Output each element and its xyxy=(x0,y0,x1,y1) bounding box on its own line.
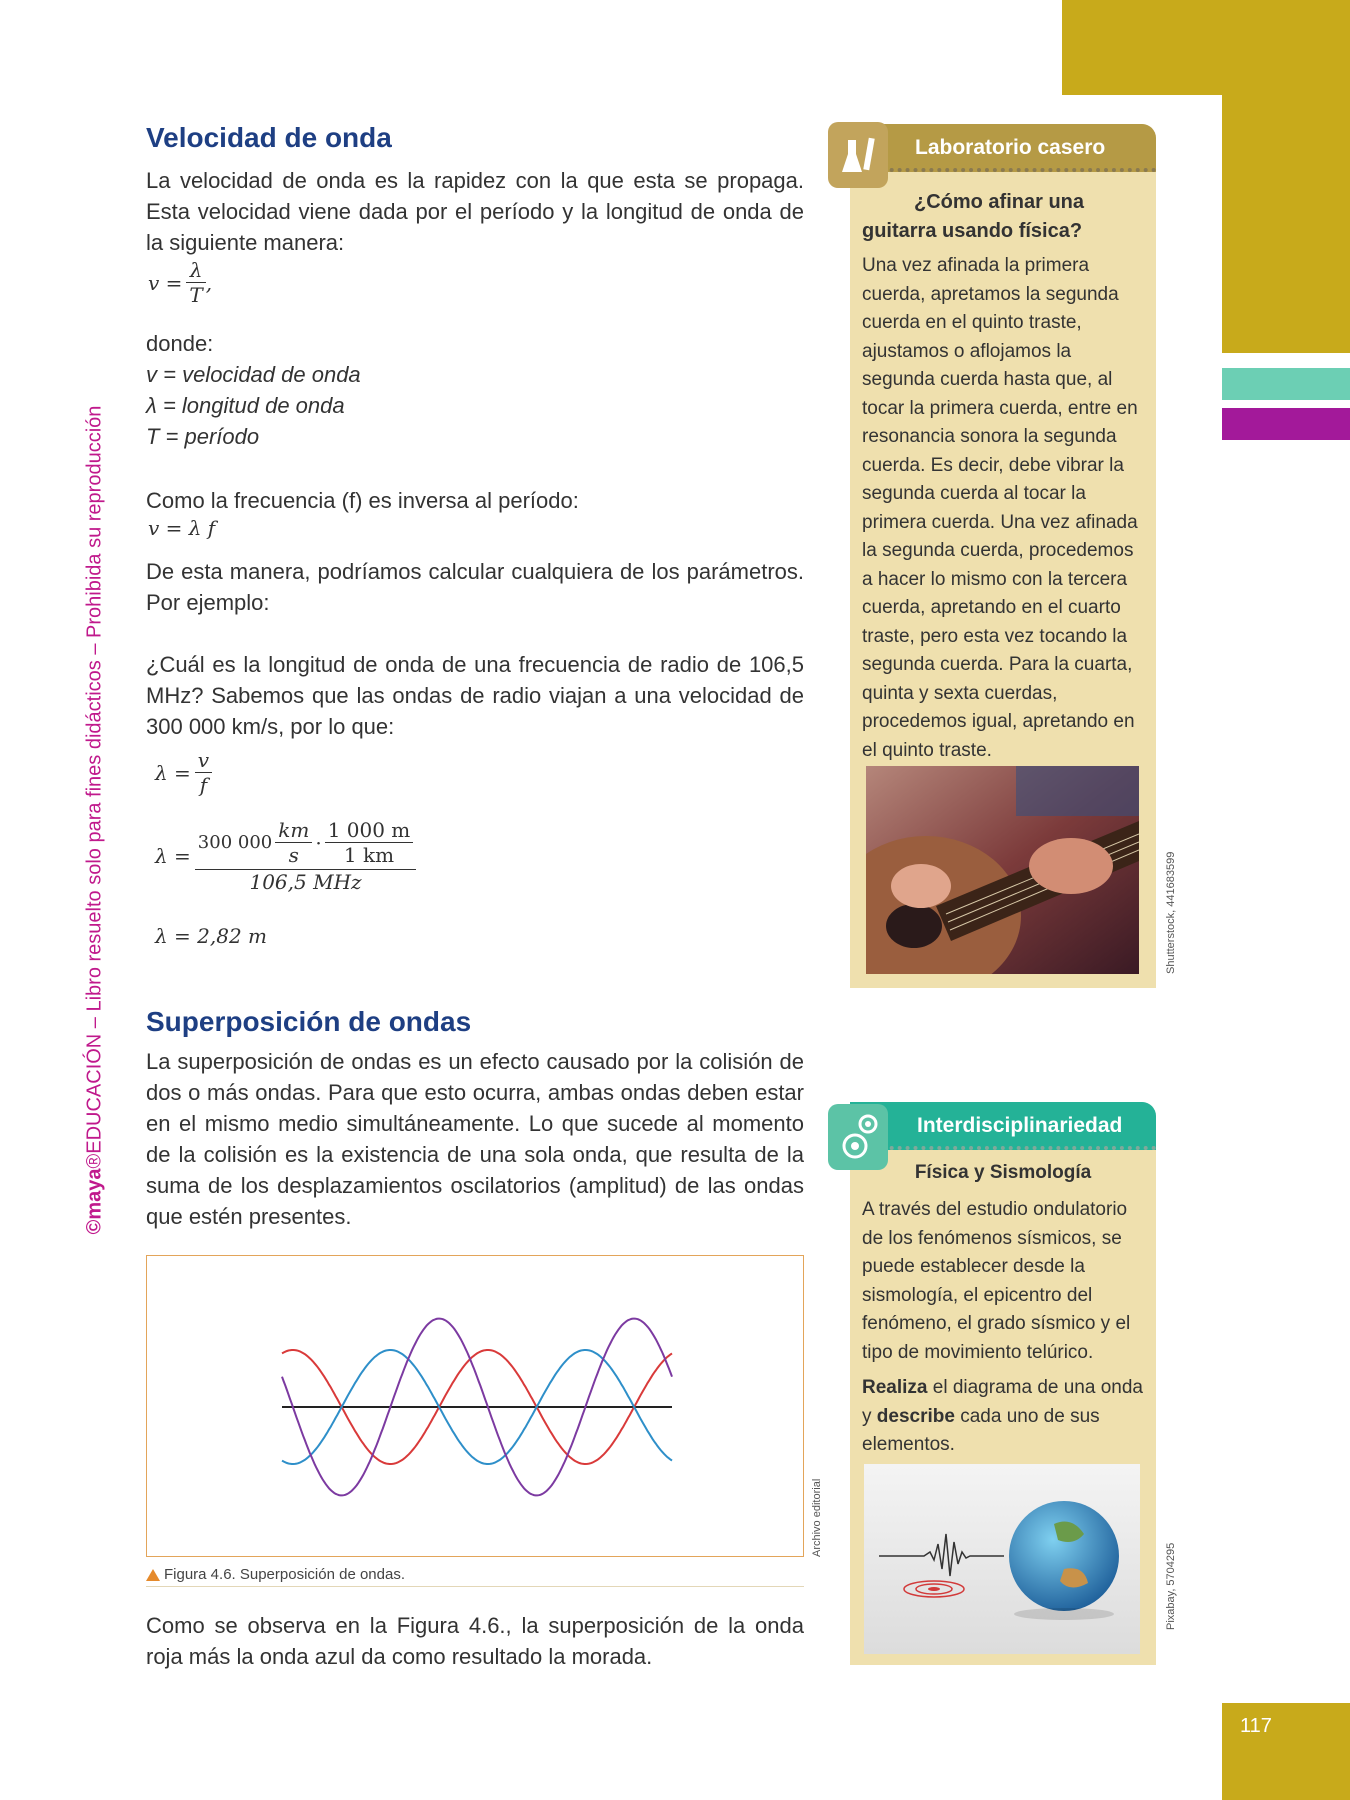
formula-v-lambda-f: v = λ f xyxy=(148,516,216,540)
corner-decoration xyxy=(1062,0,1350,95)
eq1-num: v xyxy=(195,748,212,773)
formula-den: T xyxy=(189,283,203,307)
inter-subtitle: Física y Sismología xyxy=(914,1162,1092,1183)
superposicion-body: La superposición de ondas es un efecto causado por la colisión de dos o más ondas. Para que esto ocurra, ambas ondas deben estar en el mismo medio simultáneamente. Lo que sucede al momento de la colisión es la existencia de una sola onda, que resulta de la suma de los desplazamientos oscilatorios (amplitud) de las ondas que estén presentes. xyxy=(146,1049,804,1229)
figure-caption: Figura 4.6. Superposición de ondas. xyxy=(164,1566,405,1583)
inter-header xyxy=(850,1102,1156,1150)
flask-icon xyxy=(828,122,888,188)
page-number: 117 xyxy=(1240,1715,1272,1737)
lab-header-title: Laboratorio casero xyxy=(915,136,1106,159)
formula-num: λ xyxy=(186,258,205,283)
formula-lhs: v = xyxy=(148,270,183,295)
inter-header-title: Interdisciplinariedad xyxy=(917,1114,1123,1137)
eq1-lhs: λ = xyxy=(155,760,191,785)
task-bold-realiza: Realiza xyxy=(862,1377,928,1398)
lab-body: Una vez afinada la primera cuerda, apretamos la segunda cuerda en el quinto traste, ajustamos o aflojamos la segunda cuerda hasta que, al tocar la primera cuerda, entre en resonancia sonora la segunda cuerda. Es decir, debe vibrar la segunda cuerda al tocar la primera cuerda. Una vez afinada la segunda cuerda, procedemos a hacer lo mismo con la tercera cuerda, apretando en el cuarto traste, pero esta vez tocando la segunda cuerda. Para la cuarta, quinta y sexta cuerdas, procedemos igual, apretando en el quinto traste. xyxy=(862,255,1138,761)
velocidad-intro: La velocidad de onda es la rapidez con la que esta se propaga. Esta velocidad viene dada por el período y la longitud de onda de la siguiente manera: xyxy=(146,168,804,255)
lab-question: ¿Cómo afinar una guitarra usando física? xyxy=(862,191,1085,242)
question-text: ¿Cuál es la longitud de onda de una frecuencia de radio de 106,5 MHz? Sabemos que las ondas de radio viajan a una velocidad de 300 000 km/s, por lo que: xyxy=(146,652,804,739)
lab-photo-credit: Shutterstock, 441683599 xyxy=(1165,851,1177,974)
inter-task xyxy=(862,1374,1144,1460)
eq2-den: 106,5 MHz xyxy=(249,870,362,894)
section-title-superposicion: Superposición de ondas xyxy=(146,1006,472,1037)
equation-result: λ = 2,82 m xyxy=(155,924,268,948)
task-end: cada uno de sus elementos. xyxy=(862,1405,1100,1455)
formula-comma: , xyxy=(205,270,213,295)
eq2-km: km xyxy=(275,818,312,843)
earth-seismograph-photo xyxy=(864,1464,1140,1654)
guitar-photo xyxy=(866,766,1139,974)
definition-v: v = velocidad de onda xyxy=(146,362,361,387)
magenta-tab xyxy=(1222,408,1350,440)
superposicion-conclusion: Como se observa en la Figura 4.6., la superposición de la onda roja más la onda azul da como resultado la morada. xyxy=(146,1613,804,1669)
eq2-dot: · xyxy=(315,830,322,855)
eq2-lhs: λ = xyxy=(155,844,191,868)
section-title-velocidad: Velocidad de onda xyxy=(146,122,392,153)
brand-logo: ©maya xyxy=(83,1168,106,1235)
figure-caption-row xyxy=(146,1566,804,1587)
figure-frame xyxy=(146,1255,804,1557)
lab-header xyxy=(850,124,1156,172)
target-icon xyxy=(828,1104,888,1170)
watermark-text: ®EDUCACIÓN – Libro resuelto solo para fines didácticos – Prohibida su reproducción xyxy=(83,405,106,1169)
definition-t: T = período xyxy=(146,424,260,449)
side-decoration xyxy=(1222,95,1350,353)
calc-text: De esta manera, podríamos calcular cualquiera de los parámetros. Por ejemplo: xyxy=(146,559,804,615)
eq2-coef: 300 000 xyxy=(197,832,273,853)
task-bold-describe: describe xyxy=(876,1405,955,1427)
eq2-km-den: 1 km xyxy=(343,843,395,867)
eq2-s: s xyxy=(288,843,299,867)
task-mid: el diagrama de una onda y xyxy=(862,1377,1143,1427)
teal-tab xyxy=(1222,368,1350,400)
where-label: donde: xyxy=(146,331,214,356)
wave-chart xyxy=(147,1256,802,1555)
figure-credit: Archivo editorial xyxy=(811,1478,823,1557)
definition-lambda: λ = longitud de onda xyxy=(146,393,345,418)
definitions-list xyxy=(146,359,361,452)
equation-lambda-v-f xyxy=(155,748,212,797)
caption-triangle-icon xyxy=(146,1569,160,1581)
formula-v-lambda-t xyxy=(148,258,212,307)
inter-photo-credit: Pixabay, 5704295 xyxy=(1165,1542,1177,1630)
inter-body: A través del estudio ondulatorio de los fenómenos sísmicos, se puede establecer desde la sismología, el epicentro del fenómeno, el grado sísmico y el tipo de movimiento telúrico. xyxy=(862,1199,1131,1363)
eq2-m-num: 1 000 m xyxy=(325,818,414,843)
eq1-den: f xyxy=(199,773,208,797)
equation-lambda-calc xyxy=(155,818,416,894)
frequency-text: Como la frecuencia (f) es inversa al período: xyxy=(146,488,579,513)
